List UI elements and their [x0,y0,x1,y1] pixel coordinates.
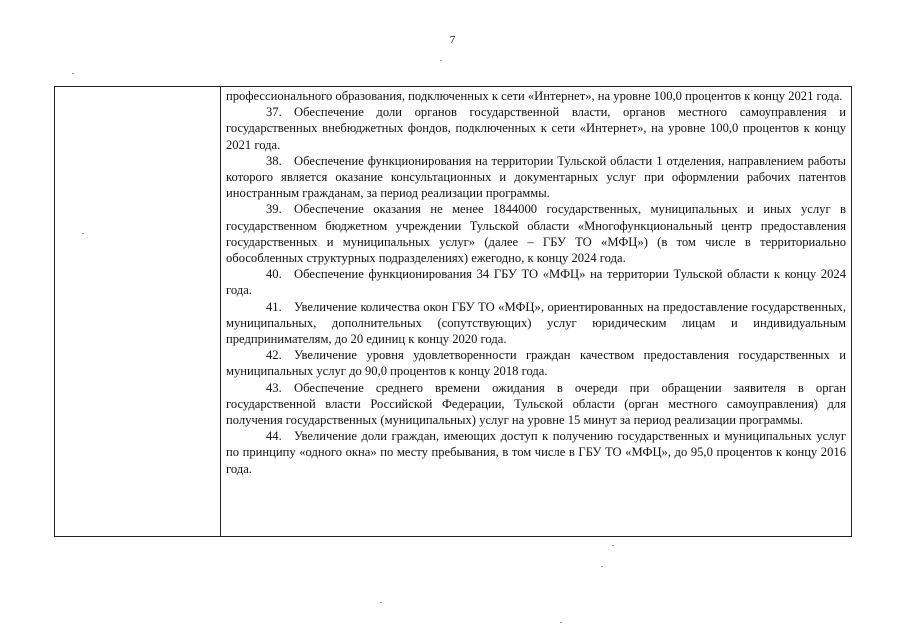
scan-speck [612,545,614,546]
item-text: Обеспечение функционирования 34 ГБУ ТО «МФЦ» на территории Тульской области к концу 2024 года. [226,267,846,298]
table-left-column [55,87,221,536]
list-item [226,299,846,348]
scan-speck [601,566,603,567]
item-text: Увеличение доли граждан, имеющих доступ к получению государственных и муниципальных услуг по принципу «одного окна» по месту пребывания, в том числе в ГБУ ТО «МФЦ», до 95,0 процентов к концу 2016 года. [226,429,846,476]
item-text: Обеспечение функционирования на территории Тульской области 1 отделения, направлением работы которого является оказание консультационных и документарных услуг при оформлении рабочих патентов иностранным гражданам, за период реализации программы. [226,153,846,201]
scan-speck [72,73,74,74]
item-text: Увеличение уровня удовлетворенности граждан качеством предоставления государственных и муниципальных услуг до 90,0 процентов к концу 2018 года. [226,348,846,379]
list-item [226,201,846,266]
item-number: 39. [266,202,282,217]
item-number: 37. [266,105,282,120]
document-table [54,86,852,537]
list-item [226,428,846,477]
scan-speck [82,233,84,234]
list-item [226,88,846,104]
item-number: 43. [266,380,282,395]
scan-speck [440,60,442,61]
table-right-column [226,88,846,477]
list-item [226,153,846,202]
item-number: 41. [266,299,282,314]
scan-speck [380,602,382,603]
item-text: профессионального образования, подключенных к сети «Интернет», на уровне 100,0 процентов к концу 2021 года. [226,89,843,103]
item-text: Обеспечение среднего времени ожидания в очереди при обращении заявителя в орган государственной власти Российской Федерации, Тульской области (орган местного самоуправления) для получения государственных (муниципальных) услуг на уровне 15 минут за период реализации программы. [226,380,846,428]
page-number: 7 [449,34,456,46]
list-item [226,104,846,153]
item-number: 44. [266,429,282,444]
item-number: 42. [266,348,282,363]
item-text: Увеличение количества окон ГБУ ТО «МФЦ», ориентированных на предоставление государственных, муниципальных, дополнительных (сопутствующих) услуг юридическим лицам и индивидуальным предпринимателям, до 20 единиц к концу 2020 года. [226,299,846,347]
list-item [226,380,846,429]
item-text: Обеспечение оказания не менее 1844000 государственных, муниципальных и иных услуг в государственном бюджетном учреждении Тульской области «Многофункциональный центр предоставления государственных и муниципальных услуг» (далее – ГБУ ТО «МФЦ») (в том числе в территориально обособленных структурных подразделениях) ежегодно, к концу 2024 года. [226,202,846,266]
item-number: 40. [266,267,282,282]
item-text: Обеспечение доли органов государственной власти, органов местного самоуправления и государственных внебюджетных фондов, подключенных к сети «Интернет», на уровне 100,0 процентов к концу 2021 года. [226,105,846,152]
list-item [226,347,846,379]
list-item [226,266,846,298]
item-number: 38. [266,153,282,168]
scan-speck [560,622,562,623]
